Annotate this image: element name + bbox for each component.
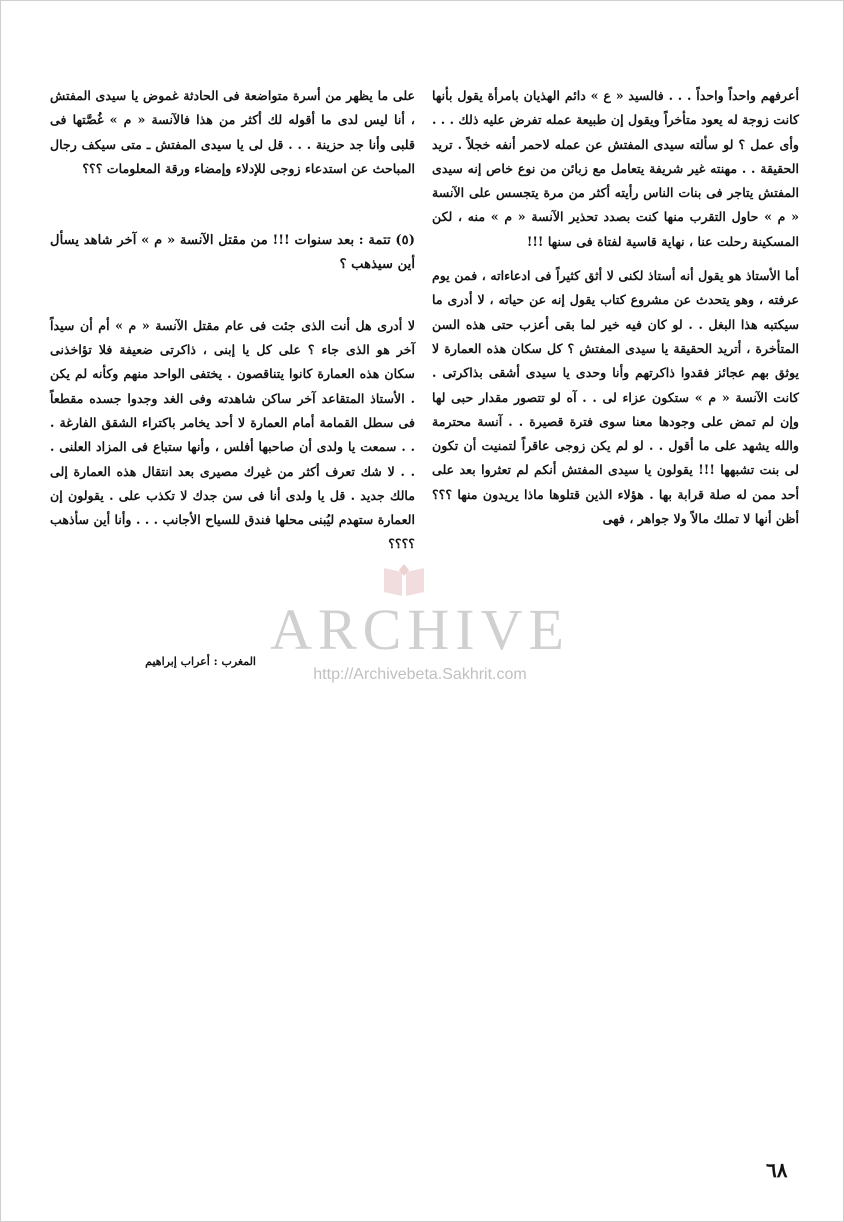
archive-logo-icon bbox=[382, 562, 426, 598]
paragraph: لا أدرى هل أنت الذى جئت فى عام مقتل الآنسة « م » أم أن سيداً آخر هو الذى جاء ؟ على كل يا إبنى ، ذاكرتى ضعيفة فلا تؤاخذنى سكان هذه العمارة كانوا يتناقصون . يختفى الواحد منهم وكأنه لم يكن . الأستاذ المتقاعد آخر ساكن شاهدته وفى الغد وجدوا جسده مقطعاً فى سطل القمامة أمام العمارة لا أحد يخامر باكتراء الشقق الفارغة . . . سمعت يا ولدى أن صاحبها أفلس ، وأنها ستباع فى المزاد العلنى . . . لا شك تعرف أكثر من غيرك مصيرى بعد انتقال هذه العمارة إلى مالك جديد . قل يا ولدى أنا فى سن جدك لا تكذب على . يقولون إن العمارة ستهدم ليُبنى محلها فندق للسياح الأجانب . . . وأنا أين سأذهب ؟؟؟؟ bbox=[50, 317, 415, 552]
paragraph: على ما يظهر من أسرة متواضعة فى الحادثة غموض يا سيدى المفتش ، أنا ليس لدى ما أقوله لك أكثر من هذا فالآنسة « م » غُصَّتها فى قلبى وأنا جد حزينة . . . قل لى يا سيدى المفتش ـ متى سيكف رجال المباحث عن استدعاء زوجى للإدلاء وإمضاء ورقة المعلومات ؟؟؟ bbox=[50, 88, 415, 176]
watermark-brand: ARCHIVE bbox=[270, 597, 570, 662]
author-signature: المغرب : أعراب إبراهيم bbox=[145, 655, 256, 668]
paragraph: أعرفهم واحداً واحداً . . . فالسيد « ع » دائم الهذيان بامرأة يقول بأنها كانت زوجة له يعود متأخراً ويقول إن طبيعة عمله تفرض عليه ذلك . . . وأى عمل ؟ لو سألته سيدى المفتش عن عمله لاحمر أنفه خجلاً . تريد الحقيقة . . مهنته غير شريفة يتعامل مع زبائن من نوع خاص إنه سيدى المفتش يتاجر فى بنات الناس رأيته أكثر من مرة يتجسس على الآنسة « م » حاول التقرب منها كنت بصدد تحذير الآنسة « م » منه ، لكن المسكينة رحلت عنا ، نهاية قاسية لفتاة فى سنها !!! bbox=[432, 88, 799, 249]
watermark-url: http://Archivebeta.Sakhrit.com bbox=[313, 666, 527, 683]
section-heading: (٥) تتمة : بعد سنوات !!! من مقتل الآنسة « م » آخر شاهد يسأل أين سيذهب ؟ bbox=[50, 233, 415, 273]
text-column-right bbox=[432, 84, 799, 531]
paragraph: أما الأستاذ هو يقول أنه أستاذ لكنى لا أثق كثيراً فى ادعاءاته ، فمن يوم عرفته ، وهو يتحدث عن مشروع كتاب يقول إنه عن حياته ، لا أدرى ما سيكتبه هذا البغل . . لو كان فيه خير لما بقى أعزب حتى هذه السن المتأخرة ، أتريد الحقيقة يا سيدى المفتش ؟ كل سكان هذه العمارة لا يوثق بهم عجائز فقدوا ذاكرتهم وأنا وحدى يا سيدى أشقى بذاكرتى . كانت الآنسة « م » ستكون عزاء لى . . آه لو تتصور مقدار حبى لها وإن لم تمض على وجودها معنا سوى فترة قصيرة . . آنسة محترمة والله يشهد على ما أقول . . لو لم يكن زوجى عاقراً لتمنيت أن تكون لى بنت تشبهها !!! يقولون يا سيدى المفتش أنكم لم تعثروا بعد على أحد ممن له صلة قرابة بها . هؤلاء الذين قتلوها ماذا يريدون منها ؟؟؟ أظن أنها لا تملك مالاً ولا جواهر ، فهى bbox=[432, 268, 799, 527]
text-column-left bbox=[50, 84, 415, 557]
page-number: ٦٨ bbox=[766, 1158, 788, 1182]
